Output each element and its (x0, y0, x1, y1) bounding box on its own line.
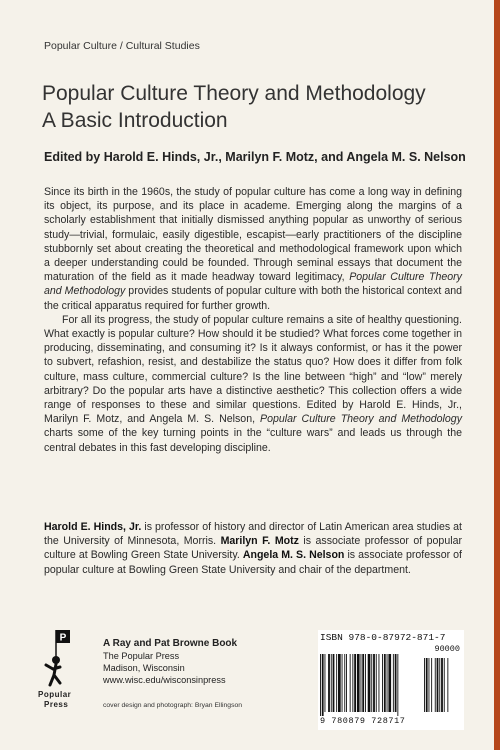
blurb-text: For all its progress, the study of popular culture remains a site of healthy questioning. What exactly is popular culture? How should it be studied? What forces come together in producing, disseminating, and consuming it? Is it always conformist, or has it the power to subvert, refashion, resist, and destabilize the status quo? How does it differ from folk culture, mass culture, commercial culture? Is the line between “high” and “low” merely arbitrary? Do the popular arts have a distinctive aesthetic? This collection offers a wide range of responses to these and similar questions. Edited by Harold E. Hinds, Jr., Marilyn F. Motz, and Angela M. S. Nelson, (44, 313, 462, 426)
logo-flag-letter: P (59, 632, 67, 644)
spine-edge (494, 0, 500, 750)
series-name: A Ray and Pat Browne Book (103, 638, 238, 649)
bio-text: is professor of history and director of Latin American area studies at the University of Minnesota, Morris. (44, 521, 462, 548)
publisher-location: Madison, Wisconsin (103, 663, 185, 673)
publisher-block (103, 638, 237, 686)
bio-text: is associate professor of popular culture at Bowling Green State University. (44, 535, 462, 562)
logo-wordmark (38, 690, 98, 710)
bio-text: is associate professor of popular culture at Bowling Green State University and chair of the department. (44, 549, 462, 576)
title-line-2: A Basic Introduction (42, 109, 228, 132)
blurb-italic-title: Popular Culture Theory and Methodology (260, 413, 462, 426)
category-label: Popular Culture / Cultural Studies (44, 40, 200, 52)
bio-name: Harold E. Hinds, Jr. (44, 521, 142, 533)
book-blurb (44, 185, 462, 455)
bio-name: Marilyn F. Motz (220, 535, 299, 548)
title-line-1: Popular Culture Theory and Methodology (42, 82, 426, 105)
blurb-text: Since its birth in the 1960s, the study of popular culture has come a long way in defining its object, its purpose, and its place in academe. Emerging along the margins of a scholarly establishment that initially dismissed anything popular as unworthy of serious study—trivial, formulaic, easily digestible, escapist—early practitioners of the discipline stubbornly set about creating the theoretical and methodological framework upon which a deeper understanding could be founded. Through seminal essays that document the maturation of the field as it made headway toward legitimacy, (44, 186, 462, 284)
logo-line-1: Popular (38, 690, 72, 699)
isbn-text: ISBN 978-0-87972-871-7 (320, 632, 446, 643)
editor-bios (44, 520, 462, 577)
bio-name: Angela M. S. Nelson (242, 549, 345, 562)
book-title (42, 80, 426, 134)
cover-credit: cover design and photograph: Bryan Ellingson (103, 702, 243, 709)
blurb-paragraph-2 (44, 313, 462, 455)
logo-line-2: Press (44, 700, 69, 709)
editors-line: Edited by Harold E. Hinds, Jr., Marilyn F. Motz, and Angela M. S. Nelson (44, 150, 466, 164)
blurb-paragraph-1 (44, 185, 462, 313)
ean-digits: 9 780879 728717 (320, 716, 406, 726)
publisher-name: The Popular Press (103, 651, 180, 661)
barcode-bars-icon (320, 654, 462, 716)
blurb-text: provides students of popular culture with both the historical context and the critical apparatus required for further growth. (44, 285, 462, 312)
price-code: 90000 (434, 644, 460, 654)
blurb-text: charts some of the key turning points in the “culture wars” and leads us through the central debates in this fast developing discipline. (44, 427, 462, 454)
blurb-italic-title: Popular Culture Theory and Methodology (44, 271, 462, 298)
isbn-barcode (318, 630, 464, 730)
popular-press-logo-icon (34, 627, 92, 732)
publisher-url: www.wisc.edu/wisconsinpress (103, 675, 226, 685)
